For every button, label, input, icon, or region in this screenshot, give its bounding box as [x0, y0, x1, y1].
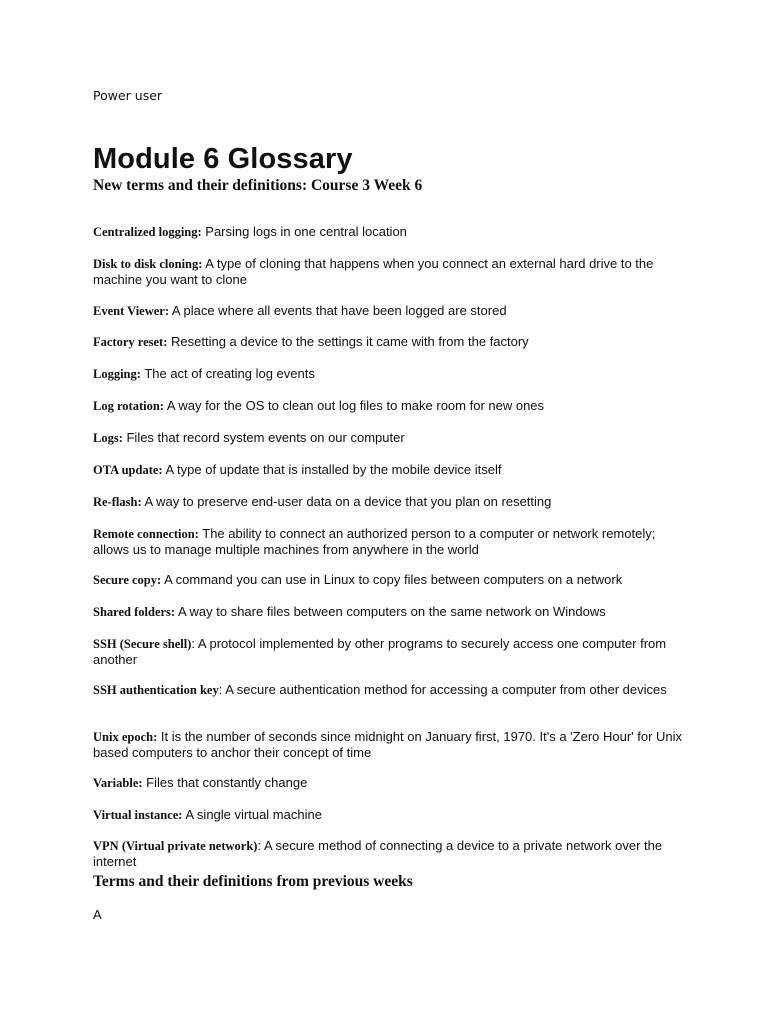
glossary-term: VPN (Virtual private network): [93, 839, 258, 853]
glossary-definition: A way to share files between computers on the same network on Windows: [175, 604, 606, 619]
glossary-definition: : A secure method of connecting a device to a private network over the internet: [93, 838, 663, 869]
glossary-entry: [93, 334, 683, 350]
glossary-term: Log rotation:: [93, 399, 164, 413]
glossary-term: Centralized logging:: [93, 225, 202, 239]
glossary-term: Logging:: [93, 367, 141, 381]
glossary-term: Event Viewer:: [93, 304, 170, 318]
glossary-term: Shared folders:: [93, 605, 176, 619]
glossary-definition: A way for the OS to clean out log files to make room for new ones: [163, 398, 545, 413]
glossary-definition: A type of cloning that happens when you connect an external hard drive to the machine you want to clone: [93, 256, 654, 287]
glossary-definition: Resetting a device to the settings it came with from the factory: [167, 334, 529, 349]
glossary-term: Re-flash:: [93, 495, 142, 509]
glossary-term: Virtual instance:: [93, 808, 183, 822]
glossary-definition: It is the number of seconds since midnight on January first, 1970. It's a 'Zero Hour' for Unix based computers to anchor their concept of time: [93, 729, 683, 760]
glossary-definition: Files that record system events on our computer: [122, 430, 405, 445]
previous-weeks-heading: Terms and their definitions from previous weeks: [93, 873, 413, 890]
glossary-definition: The ability to connect an authorized person to a computer or network remotely; allows us to manage multiple machines from anywhere in the world: [93, 526, 656, 557]
header-note: Power user: [93, 88, 163, 103]
glossary-entry: [93, 398, 683, 414]
glossary-entry: [93, 604, 683, 620]
glossary-term: Secure copy:: [93, 573, 162, 587]
glossary-entry: [93, 807, 683, 823]
glossary-entry: [93, 462, 683, 478]
glossary-term: Logs:: [93, 431, 123, 445]
glossary-term: Unix epoch:: [93, 730, 158, 744]
glossary-definition: A single virtual machine: [182, 807, 322, 822]
glossary-definition: : A secure authentication method for accessing a computer from other devices: [218, 682, 667, 697]
glossary-definition: A type of update that is installed by the mobile device itself: [162, 462, 502, 477]
glossary-entry: [93, 636, 683, 667]
glossary-entry: [93, 494, 683, 510]
alphabet-section-letter: A: [93, 907, 102, 922]
glossary-entry: [93, 303, 683, 319]
glossary-entry: [93, 682, 683, 698]
glossary-definition: Parsing logs in one central location: [201, 224, 407, 239]
glossary-term: SSH authentication key: [93, 683, 219, 697]
glossary-term: SSH (Secure shell): [93, 637, 192, 651]
glossary-definition: : A protocol implemented by other programs to securely access one computer from another: [93, 636, 667, 667]
glossary-term: Variable:: [93, 776, 143, 790]
glossary-entry: [93, 224, 683, 240]
glossary-definition: Files that constantly change: [142, 775, 308, 790]
glossary-entry: [93, 838, 683, 869]
glossary-definition: A way to preserve end-user data on a device that you plan on resetting: [141, 494, 552, 509]
glossary-entry: [93, 729, 683, 760]
glossary-entry: [93, 572, 683, 588]
glossary-term: Disk to disk cloning:: [93, 257, 203, 271]
glossary-definition: The act of creating log events: [140, 366, 315, 381]
glossary-term: Remote connection:: [93, 527, 199, 541]
glossary-term: Factory reset:: [93, 335, 168, 349]
glossary-term: OTA update:: [93, 463, 163, 477]
glossary-entry: [93, 526, 683, 557]
page-title: Module 6 Glossary: [93, 143, 353, 175]
glossary-definition: A command you can use in Linux to copy files between computers on a network: [161, 572, 623, 587]
page-subtitle: New terms and their definitions: Course 3 Week 6: [93, 177, 423, 194]
glossary-entry: [93, 256, 683, 287]
glossary-definition: A place where all events that have been logged are stored: [169, 303, 507, 318]
glossary-entry: [93, 366, 683, 382]
glossary-entry: [93, 430, 683, 446]
glossary-entry: [93, 775, 683, 791]
